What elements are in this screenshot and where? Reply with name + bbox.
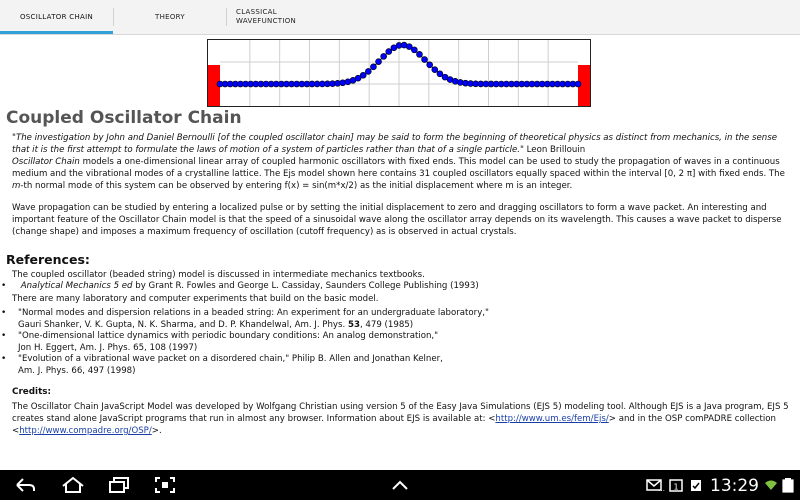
wifi-icon — [764, 478, 778, 492]
tab-theory[interactable] — [155, 0, 185, 34]
reference-item — [0, 331, 780, 354]
credits-text: The Oscillator Chain JavaScript Model was developed by Wolfgang Christian using version 5 of the Easy Java Simulations (EJS 5) modeling tool. Although EJS is a Java program, EJS 5 creates stand alone JavaScript programs that run in almost any browser. Information about EJS is available at: — [12, 402, 789, 424]
system-navigation-bar — [0, 470, 800, 500]
calendar-icon — [669, 478, 683, 492]
tab-label: THEORY — [155, 13, 185, 21]
email-icon — [646, 478, 664, 492]
svg-text:…: … — [658, 485, 665, 493]
oscillator-bead — [376, 59, 382, 65]
mode-index: m — [12, 181, 21, 191]
quote-open: " — [12, 133, 16, 143]
oscillator-bead — [381, 53, 387, 59]
link-close-bracket: > — [608, 414, 616, 424]
oscillator-bead — [432, 67, 438, 73]
clipboard-check-icon — [689, 478, 703, 492]
chevron-up-icon — [390, 478, 410, 492]
status-clock: 13:29 — [710, 476, 759, 496]
svg-text:1: 1 — [673, 482, 679, 492]
ref1-details: by Grant R. Fowles and George L. Cassiday, Saunders College Publishing (1993) — [135, 281, 479, 291]
oscillator-bead — [360, 72, 366, 78]
ref4-authors: Am. J. Phys. 66, 497 (1998) — [18, 365, 136, 376]
textbook-reference-list — [0, 281, 780, 293]
brillouin-quote: The investigation by John and Daniel Bernoulli [of the coupled oscillator chain] may be said to form the beginning of theoretical physics as distinct from mechanics, in the sense that it is the first attempt to formulate the laws of motion of a system of particles rather than that of a single particle. — [12, 133, 778, 155]
ref2-citation — [18, 320, 780, 332]
intro-tail: -th normal mode of this system can be observed by entering f(x) = sin(m*x/2) as the initial displacement where m is an integer. — [20, 181, 573, 191]
link-open-bracket: < — [12, 426, 20, 436]
home-icon — [61, 476, 85, 494]
model-name: Oscillator Chain — [12, 157, 80, 167]
page-content — [0, 35, 800, 470]
ref2-volume: 53 — [347, 319, 360, 330]
active-tab-indicator — [0, 31, 113, 34]
references-intro: The coupled oscillator (beaded string) model is discussed in intermediate mechanics textbooks. — [12, 270, 425, 280]
ref3-title: • "One-dimensional lattice dynamics with periodic boundary conditions: An analog demonstration," — [18, 331, 439, 341]
page-title: Coupled Oscillator Chain — [6, 108, 242, 128]
tab-divider — [226, 8, 227, 26]
oscillator-bead — [416, 51, 422, 57]
home-button[interactable] — [60, 474, 86, 496]
references-heading: References: — [6, 252, 90, 267]
compadre-link[interactable]: http://www.compadre.org/OSP/ — [19, 426, 152, 436]
ref2-title: • "Normal modes and dispersion relations in a beaded string: An experiment for an undergraduate laboratory," — [18, 308, 489, 318]
credits-end: . — [158, 426, 162, 436]
reference-item — [0, 281, 780, 293]
link-close-bracket: > — [151, 426, 159, 436]
link-open-bracket: < — [488, 414, 496, 424]
tab-label-line2: WAVEFUNCTION — [236, 17, 297, 25]
intro-paragraph — [12, 132, 792, 192]
ejs-link[interactable]: http://www.um.es/fem/Ejs/ — [495, 414, 609, 424]
tab-label: CLASSICAL — [236, 8, 277, 16]
wifi-status — [764, 474, 778, 496]
notification-calendar[interactable] — [668, 474, 684, 496]
tab-label: OSCILLATOR CHAIN — [20, 13, 94, 21]
oscillator-bead — [411, 47, 417, 53]
menu-up-button[interactable] — [388, 474, 412, 496]
recent-apps-button[interactable] — [106, 474, 132, 496]
oscillator-bead — [427, 62, 433, 68]
quote-close: " — [519, 145, 524, 155]
ref1-title: Analytical Mechanics 5 ed — [20, 281, 133, 291]
tab-classical-wavefunction[interactable] — [236, 0, 296, 34]
battery-icon — [782, 477, 794, 493]
reference-item — [0, 308, 780, 331]
oscillator-bead — [370, 64, 376, 70]
experiments-intro: There are many laboratory and computer experiments that build on the basic model. — [12, 294, 379, 304]
back-button[interactable] — [12, 474, 38, 496]
ref2-authors: Gauri Shanker, V. K. Gupta, N. K. Sharma, and D. P. Khandelwal, Am. J. Phys. — [18, 319, 346, 330]
screenshot-button[interactable] — [152, 474, 178, 496]
back-icon — [13, 476, 37, 494]
tab-oscillator-chain[interactable] — [20, 0, 93, 34]
tab-bar — [0, 0, 800, 35]
notification-email[interactable] — [646, 474, 664, 496]
intro-text: models a one-dimensional linear array of coupled harmonic oscillators with fixed ends. This model can be used to study the propagation of waves in a continuous medium and the vibrational modes of a crystalline lattice. The Ejs model shown here contains 31 coupled oscillators equally spaced within the interval [0, 2 π] with fixed ends. The — [12, 157, 785, 179]
recent-apps-icon — [107, 476, 131, 494]
wave-propagation-paragraph: Wave propagation can be studied by entering a localized pulse or by setting the initial displacement to zero and dragging oscillators to form a wave packet. An interesting and important feature of the Oscillator Chain model is that the speed of a sinusoidal wave along the oscillator array depends on its wavelength. This causes a wave packet to disperse (change shape) and imposes a maximum frequency of oscillation (cutoff frequency) as is observed in actual crystals. — [12, 203, 782, 237]
experiment-reference-list — [0, 308, 780, 377]
simulation-canvas[interactable] — [208, 40, 590, 106]
oscillator-chain-simulation[interactable] — [207, 39, 591, 107]
credits-mid: and in the OSP comPADRE collection — [618, 414, 776, 424]
oscillator-bead — [365, 68, 371, 74]
tab-divider — [113, 8, 114, 26]
battery-status — [781, 474, 795, 496]
ref3-authors: Jon H. Eggert, Am. J. Phys. 65, 108 (1997) — [18, 342, 198, 353]
oscillator-bead — [575, 81, 581, 87]
notification-download[interactable] — [688, 474, 704, 496]
oscillator-bead — [386, 49, 392, 55]
credits-paragraph — [12, 401, 792, 437]
ref2-pages: , 479 (1985) — [359, 319, 414, 330]
credits-heading: Credits: — [12, 387, 52, 397]
oscillator-bead — [422, 57, 428, 63]
screenshot-icon — [154, 476, 176, 494]
reference-item — [0, 354, 780, 377]
ref4-title: • "Evolution of a vibrational wave packet on a disordered chain," Philip B. Allen and Jonathan Kelner, — [18, 354, 443, 364]
quote-author: Leon Brillouin — [526, 145, 586, 155]
